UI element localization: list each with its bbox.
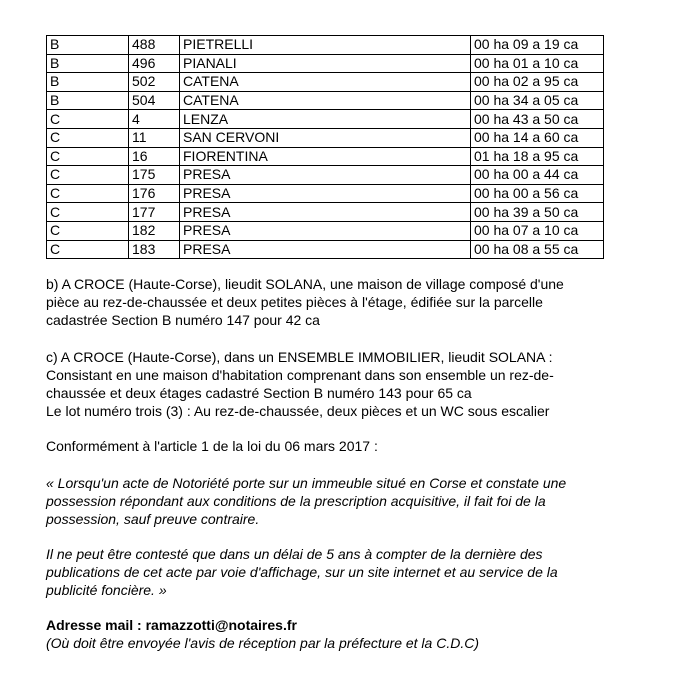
- quote-line: Il ne peut être contesté que dans un délai de 5 ans à compter de la dernière des: [46, 546, 543, 563]
- area-cell: 00 ha 01 a 10 ca: [471, 54, 604, 73]
- section-cell: C: [47, 221, 129, 240]
- section-cell: C: [47, 166, 129, 185]
- parcel-number-cell: 176: [129, 184, 180, 203]
- parcel-number-cell: 11: [129, 128, 180, 147]
- parcel-table: [46, 35, 604, 259]
- table-row: [47, 166, 604, 185]
- table-row: [47, 91, 604, 110]
- lieudit-cell: PRESA: [180, 166, 471, 185]
- section-cell: C: [47, 128, 129, 147]
- lieudit-cell: SAN CERVONI: [180, 128, 471, 147]
- parcel-number-cell: 177: [129, 203, 180, 222]
- lieudit-cell: PIANALI: [180, 54, 471, 73]
- table-row: [47, 54, 604, 73]
- parcel-number-cell: 182: [129, 221, 180, 240]
- lieudit-cell: LENZA: [180, 110, 471, 129]
- table-row: [47, 240, 604, 259]
- area-cell: 00 ha 07 a 10 ca: [471, 221, 604, 240]
- parcel-number-cell: 4: [129, 110, 180, 129]
- table-row: [47, 110, 604, 129]
- table-row: [47, 36, 604, 55]
- email-address: Adresse mail : ramazzotti@notaires.fr: [46, 617, 297, 634]
- quote-line: publications de cet acte par voie d'affichage, sur un site internet et au service de la: [46, 564, 558, 581]
- area-cell: 00 ha 00 a 56 ca: [471, 184, 604, 203]
- paragraph-line: cadastrée Section B numéro 147 pour 42 ca: [46, 312, 320, 329]
- area-cell: 00 ha 39 a 50 ca: [471, 203, 604, 222]
- table-row: [47, 147, 604, 166]
- lieudit-cell: PRESA: [180, 221, 471, 240]
- lieudit-cell: CATENA: [180, 73, 471, 92]
- section-cell: C: [47, 110, 129, 129]
- lieudit-cell: CATENA: [180, 91, 471, 110]
- section-cell: B: [47, 73, 129, 92]
- area-cell: 00 ha 34 a 05 ca: [471, 91, 604, 110]
- table-row: [47, 221, 604, 240]
- lieudit-cell: FIORENTINA: [180, 147, 471, 166]
- parcel-number-cell: 502: [129, 73, 180, 92]
- paragraph-line: Consistant en une maison d'habitation comprenant dans son ensemble un rez-de-: [46, 367, 554, 384]
- document-page: [46, 35, 630, 652]
- section-cell: C: [47, 240, 129, 259]
- paragraph-c: [46, 348, 630, 420]
- lieudit-cell: PRESA: [180, 203, 471, 222]
- table-row: [47, 73, 604, 92]
- section-cell: C: [47, 184, 129, 203]
- area-cell: 00 ha 09 a 19 ca: [471, 36, 604, 55]
- quote-line: « Lorsqu'un acte de Notoriété porte sur un immeuble situé en Corse et constate une: [46, 475, 567, 492]
- law-quote-paragraph-2: [46, 545, 630, 599]
- legal-reference: Conformément à l'article 1 de la loi du 06 mars 2017 :: [46, 438, 378, 455]
- section-cell: B: [47, 91, 129, 110]
- lieudit-cell: PRESA: [180, 184, 471, 203]
- email-note: (Où doit être envoyée l'avis de réception par la préfecture et la C.D.C): [46, 635, 479, 652]
- parcel-number-cell: 183: [129, 240, 180, 259]
- paragraph-line: c) A CROCE (Haute-Corse), dans un ENSEMBLE IMMOBILIER, lieudit SOLANA :: [46, 349, 553, 366]
- contact-block: [46, 616, 630, 652]
- law-quote-paragraph-1: [46, 474, 630, 528]
- parcel-number-cell: 175: [129, 166, 180, 185]
- paragraph-line: Le lot numéro trois (3) : Au rez-de-chaussée, deux pièces et un WC sous escalier: [46, 403, 550, 420]
- parcel-number-cell: 496: [129, 54, 180, 73]
- quote-line: possession, sauf preuve contraire.: [46, 511, 260, 528]
- section-cell: C: [47, 147, 129, 166]
- area-cell: 00 ha 02 a 95 ca: [471, 73, 604, 92]
- paragraph-line: chaussée et deux étages cadastré Section B numéro 143 pour 65 ca: [46, 385, 472, 402]
- paragraph-line: pièce au rez-de-chaussée et deux petites pièces à l'étage, édifiée sur la parcelle: [46, 294, 543, 311]
- lieudit-cell: PIETRELLI: [180, 36, 471, 55]
- table-row: [47, 128, 604, 147]
- parcel-number-cell: 504: [129, 91, 180, 110]
- paragraph-line: b) A CROCE (Haute-Corse), lieudit SOLANA, une maison de village composé d'une: [46, 276, 564, 293]
- quote-line: possession répondant aux conditions de la prescription acquisitive, il fait foi de la: [46, 493, 546, 510]
- section-cell: B: [47, 36, 129, 55]
- area-cell: 00 ha 00 a 44 ca: [471, 166, 604, 185]
- area-cell: 00 ha 14 a 60 ca: [471, 128, 604, 147]
- parcel-number-cell: 16: [129, 147, 180, 166]
- table-row: [47, 203, 604, 222]
- section-cell: C: [47, 203, 129, 222]
- quote-line: publicité foncière. »: [46, 582, 167, 599]
- table-row: [47, 184, 604, 203]
- area-cell: 00 ha 43 a 50 ca: [471, 110, 604, 129]
- lieudit-cell: PRESA: [180, 240, 471, 259]
- area-cell: 01 ha 18 a 95 ca: [471, 147, 604, 166]
- section-cell: B: [47, 54, 129, 73]
- area-cell: 00 ha 08 a 55 ca: [471, 240, 604, 259]
- parcel-number-cell: 488: [129, 36, 180, 55]
- paragraph-b: [46, 275, 630, 329]
